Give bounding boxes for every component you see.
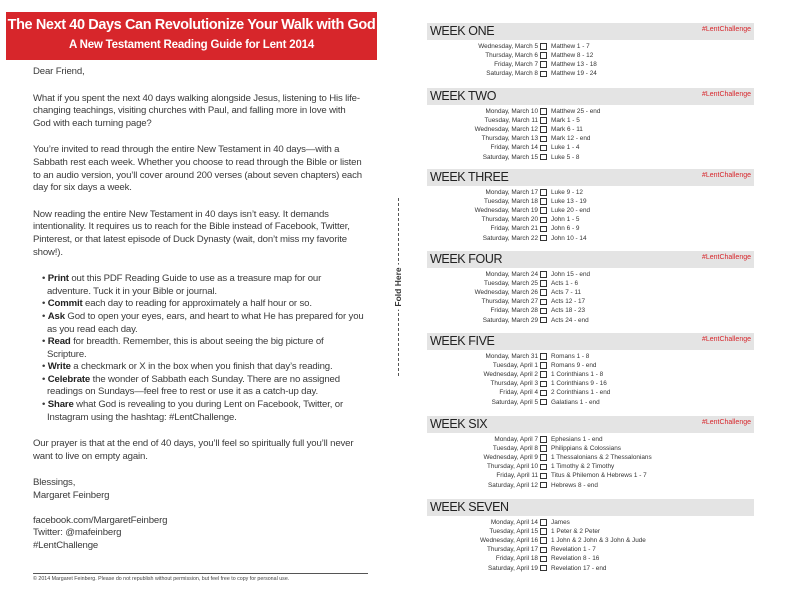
reading-row bbox=[427, 361, 754, 370]
hashtag-text: #LentChallenge bbox=[33, 539, 99, 551]
reading-date: Thursday, April 10 bbox=[486, 463, 538, 471]
reading-row bbox=[427, 215, 754, 224]
letter-paragraph: You’re invited to read through the entire New Testament in 40 days—with a Sabbath rest each week. Whether you choose to read through the Bible or listen to an audio version, you’ll cover around 200 verses (about seven chapters) each day for six days a week. bbox=[33, 144, 362, 194]
footer-divider bbox=[33, 573, 368, 574]
reading-passage: Philippians & Colossians bbox=[551, 445, 621, 453]
reading-row bbox=[427, 270, 754, 279]
reading-row bbox=[427, 388, 754, 397]
reading-checkbox[interactable] bbox=[540, 61, 547, 68]
reading-passage: 1 Thessalonians & 2 Thessalonians bbox=[551, 454, 652, 462]
reading-checkbox[interactable] bbox=[540, 362, 547, 369]
reading-date: Saturday, April 19 bbox=[488, 564, 538, 572]
week-block bbox=[427, 416, 754, 490]
instruction-verb: Share bbox=[47, 399, 74, 411]
reading-passage: Galatians 1 - end bbox=[551, 398, 600, 406]
reading-passage: 1 John & 2 John & 3 John & Jude bbox=[551, 537, 646, 545]
letter-paragraph: What if you spent the next 40 days walking alongside Jesus, listening to His life-changing teachings, visiting churches with Paul, and falling more in love with God with each turning page? bbox=[33, 92, 360, 129]
letter-body bbox=[33, 66, 365, 552]
reading-row bbox=[427, 107, 754, 116]
reading-date: Monday, March 24 bbox=[485, 271, 538, 279]
week-block bbox=[427, 251, 754, 325]
reading-passage: Acts 7 - 11 bbox=[551, 289, 582, 297]
week-hashtag: #LentChallenge bbox=[701, 172, 751, 179]
week-header bbox=[427, 499, 754, 516]
week-title: WEEK TWO bbox=[430, 89, 497, 103]
reading-passage: Mark 6 - 11 bbox=[551, 126, 583, 134]
reading-date: Wednesday, March 19 bbox=[474, 207, 538, 215]
reading-date: Saturday, April 5 bbox=[491, 398, 538, 406]
reading-passage: 1 Corinthians 9 - 16 bbox=[551, 380, 607, 388]
title-banner bbox=[6, 12, 377, 60]
letter-greeting: Dear Friend, bbox=[33, 66, 85, 77]
week-title: WEEK SEVEN bbox=[430, 500, 509, 514]
instruction-item: • Write a checkmark or X in the box when you finish that day’s reading. bbox=[42, 361, 333, 373]
instruction-text: for breadth. Remember, this is about seeing the big picture of Scripture. bbox=[47, 336, 324, 360]
reading-checkbox[interactable] bbox=[540, 565, 547, 572]
reading-checkbox[interactable] bbox=[540, 556, 547, 563]
instruction-verb: Ask bbox=[47, 310, 65, 322]
reading-checkbox[interactable] bbox=[540, 473, 547, 480]
reading-row bbox=[427, 554, 754, 563]
instruction-item: • Ask God to open your eyes, ears, and heart to what He has prepared for you as you read each day. bbox=[42, 310, 364, 335]
reading-passage: John 15 - end bbox=[551, 271, 591, 279]
day-list bbox=[427, 352, 754, 407]
reading-date: Thursday, March 20 bbox=[481, 216, 538, 224]
week-header bbox=[427, 88, 754, 105]
reading-checkbox[interactable] bbox=[540, 198, 547, 205]
reading-row bbox=[427, 545, 754, 554]
reading-date: Monday, March 31 bbox=[485, 353, 538, 361]
reading-date: Monday, March 10 bbox=[485, 108, 538, 116]
reading-passage: Ephesians 1 - end bbox=[551, 436, 603, 444]
reading-passage: Acts 24 - end bbox=[551, 316, 589, 324]
reading-date: Wednesday, April 2 bbox=[483, 371, 538, 379]
week-header bbox=[427, 251, 754, 268]
reading-checkbox[interactable] bbox=[540, 390, 547, 397]
reading-date: Thursday, March 6 bbox=[485, 52, 538, 60]
reading-checkbox[interactable] bbox=[540, 271, 547, 278]
reading-checkbox[interactable] bbox=[540, 436, 547, 443]
reading-row bbox=[427, 480, 754, 489]
day-list bbox=[427, 188, 754, 243]
reading-row bbox=[427, 306, 754, 315]
reading-row bbox=[427, 462, 754, 471]
reading-row bbox=[427, 315, 754, 324]
week-header bbox=[427, 416, 754, 433]
copyright-notice: © 2014 Margaret Feinberg. Please do not republish without permission, but feel free to copy for personal use. bbox=[33, 576, 290, 582]
instruction-item: • Print out this PDF Reading Guide to use as a treasure map for our adventure. Tuck it in your Bible or journal. bbox=[42, 273, 322, 297]
reading-passage: Titus & Philemon & Hebrews 1 - 7 bbox=[551, 472, 647, 480]
day-list bbox=[427, 42, 754, 78]
day-list bbox=[427, 270, 754, 325]
reading-checkbox[interactable] bbox=[540, 52, 547, 59]
page-title: The Next 40 Days Can Revolutionize Your Walk with God bbox=[7, 17, 376, 33]
instruction-text: God to open your eyes, ears, and heart to what He has prepared for you as you read each day. bbox=[47, 310, 364, 335]
week-hashtag: #LentChallenge bbox=[701, 26, 751, 33]
reading-checkbox[interactable] bbox=[540, 381, 547, 388]
reading-date: Friday, March 14 bbox=[490, 144, 538, 152]
reading-date: Saturday, March 8 bbox=[486, 70, 538, 78]
reading-checkbox[interactable] bbox=[540, 43, 547, 50]
instruction-verb: Read bbox=[47, 336, 71, 348]
reading-passage: 2 Corinthians 1 - end bbox=[551, 389, 611, 397]
week-title: WEEK FOUR bbox=[430, 252, 503, 266]
reading-date: Wednesday, April 16 bbox=[479, 537, 538, 545]
reading-passage: John 6 - 9 bbox=[551, 225, 580, 233]
reading-passage: Mark 12 - end bbox=[551, 135, 591, 143]
letter-prayer: Our prayer is that at the end of 40 days, you’ll feel so spiritually full you’ll never want to live on empty again. bbox=[33, 438, 354, 462]
instruction-verb: Commit bbox=[47, 298, 83, 310]
week-block bbox=[427, 499, 754, 573]
reading-passage: Matthew 13 - 18 bbox=[551, 61, 597, 69]
twitter-handle[interactable]: Twitter: @mafeinberg bbox=[33, 527, 122, 539]
instruction-verb: Write bbox=[47, 361, 71, 373]
reading-checkbox[interactable] bbox=[540, 371, 547, 378]
reading-row bbox=[427, 134, 754, 143]
reading-date: Saturday, April 12 bbox=[488, 481, 538, 489]
reading-date: Wednesday, March 26 bbox=[474, 289, 538, 297]
reading-checkbox[interactable] bbox=[540, 207, 547, 214]
reading-checkbox[interactable] bbox=[540, 126, 547, 133]
week-title: WEEK SIX bbox=[430, 417, 488, 431]
reading-passage: Romans 1 - 8 bbox=[551, 353, 590, 361]
reading-date: Friday, March 28 bbox=[490, 307, 538, 315]
reading-passage: Luke 9 - 12 bbox=[551, 189, 583, 197]
week-hashtag: #LentChallenge bbox=[701, 419, 751, 426]
reading-row bbox=[427, 397, 754, 406]
reading-row bbox=[427, 233, 754, 242]
reading-checkbox[interactable] bbox=[540, 235, 547, 242]
reading-date: Friday, April 4 bbox=[499, 389, 538, 397]
week-header bbox=[427, 169, 754, 186]
reading-row bbox=[427, 116, 754, 125]
letter-closing: Blessings, bbox=[33, 477, 76, 489]
reading-row bbox=[427, 370, 754, 379]
reading-date: Tuesday, March 18 bbox=[484, 198, 538, 206]
reading-row bbox=[427, 42, 754, 51]
reading-passage: Luke 13 - 19 bbox=[551, 198, 587, 206]
reading-checkbox[interactable] bbox=[540, 145, 547, 152]
instruction-text: what God is revealing to you during Lent on Facebook, Twitter, or Instagram using the hashtag: #LentChallenge. bbox=[47, 399, 344, 423]
reading-checkbox[interactable] bbox=[540, 154, 547, 161]
reading-row bbox=[427, 527, 754, 536]
reading-row bbox=[427, 288, 754, 297]
instruction-list bbox=[33, 273, 365, 424]
reading-checkbox[interactable] bbox=[540, 519, 547, 526]
reading-checkbox[interactable] bbox=[540, 289, 547, 296]
reading-passage: 1 Peter & 2 Peter bbox=[551, 528, 601, 536]
reading-date: Wednesday, March 12 bbox=[474, 126, 538, 134]
letter-signature: Margaret Feinberg bbox=[33, 490, 110, 502]
week-hashtag: #LentChallenge bbox=[701, 254, 751, 261]
instruction-text: out this PDF Reading Guide to use as a treasure map for our adventure. Tuck it in your Bible or journal. bbox=[47, 273, 322, 297]
reading-passage: Acts 1 - 6 bbox=[551, 280, 578, 288]
reading-passage: Romans 9 - end bbox=[551, 362, 597, 370]
reading-date: Wednesday, April 9 bbox=[483, 454, 538, 462]
fold-label: Fold Here bbox=[393, 264, 403, 309]
instruction-item: • Read for breadth. Remember, this is about seeing the big picture of Scripture. bbox=[42, 336, 324, 360]
reading-passage: Revelation 17 - end bbox=[551, 564, 607, 572]
day-list bbox=[427, 518, 754, 573]
reading-passage: Matthew 1 - 7 bbox=[551, 43, 590, 51]
reading-passage: James bbox=[551, 519, 570, 527]
reading-passage: Luke 1 - 4 bbox=[551, 144, 580, 152]
reading-passage: 1 Corinthians 1 - 8 bbox=[551, 371, 604, 379]
reading-date: Friday, April 11 bbox=[496, 472, 538, 480]
instruction-text: the wonder of Sabbath each Sunday. There are no assigned readings on Sundays—feel free to rest or use it as a catch-up day. bbox=[47, 373, 340, 398]
reading-checkbox[interactable] bbox=[540, 71, 547, 78]
week-block bbox=[427, 23, 754, 78]
reading-row bbox=[427, 435, 754, 444]
reading-date: Thursday, April 3 bbox=[490, 380, 538, 388]
reading-row bbox=[427, 471, 754, 480]
reading-row bbox=[427, 206, 754, 215]
reading-date: Tuesday, April 8 bbox=[492, 445, 538, 453]
reading-passage: Acts 12 - 17 bbox=[551, 298, 586, 306]
reading-date: Monday, April 14 bbox=[490, 519, 538, 527]
reading-checkbox[interactable] bbox=[540, 445, 547, 452]
reading-passage: John 10 - 14 bbox=[551, 234, 587, 242]
reading-row bbox=[427, 297, 754, 306]
reading-checkbox[interactable] bbox=[540, 108, 547, 115]
instruction-item: • Celebrate the wonder of Sabbath each Sunday. There are no assigned readings on Sundays—feel free to rest or use it as a catch-up day. bbox=[42, 373, 340, 398]
week-header bbox=[427, 333, 754, 350]
reading-checkbox[interactable] bbox=[540, 353, 547, 360]
reading-date: Saturday, March 29 bbox=[482, 316, 538, 324]
reading-row bbox=[427, 379, 754, 388]
reading-date: Thursday, March 27 bbox=[481, 298, 538, 306]
day-list bbox=[427, 435, 754, 490]
reading-passage: John 1 - 5 bbox=[551, 216, 580, 224]
reading-checkbox[interactable] bbox=[540, 537, 547, 544]
reading-row bbox=[427, 69, 754, 78]
reading-row bbox=[427, 143, 754, 152]
reading-passage: Matthew 25 - end bbox=[551, 108, 601, 116]
week-block bbox=[427, 169, 754, 243]
reading-passage: Matthew 19 - 24 bbox=[551, 70, 597, 78]
reading-checkbox[interactable] bbox=[540, 399, 547, 406]
reading-date: Tuesday, April 1 bbox=[492, 362, 538, 370]
instruction-verb: Print bbox=[47, 273, 69, 285]
reading-date: Wednesday, March 5 bbox=[478, 43, 538, 51]
reading-date: Tuesday, March 25 bbox=[484, 280, 538, 288]
week-hashtag: #LentChallenge bbox=[701, 91, 751, 98]
instruction-item: • Share what God is revealing to you during Lent on Facebook, Twitter, or Instagram using the hashtag: #LentChallenge. bbox=[42, 399, 344, 423]
reading-date: Friday, March 21 bbox=[490, 225, 538, 233]
letter-signoff bbox=[33, 477, 365, 552]
reading-date: Tuesday, March 11 bbox=[484, 117, 538, 125]
page-subtitle: A New Testament Reading Guide for Lent 2014 bbox=[68, 39, 315, 51]
instruction-text: a checkmark or X in the box when you finish that day’s reading. bbox=[70, 361, 333, 373]
week-title: WEEK THREE bbox=[430, 170, 509, 184]
week-block bbox=[427, 333, 754, 407]
week-block bbox=[427, 88, 754, 162]
instruction-item: • Commit each day to reading for approximately a half hour or so. bbox=[42, 298, 312, 310]
week-title: WEEK ONE bbox=[430, 24, 495, 38]
reading-passage: Luke 5 - 8 bbox=[551, 153, 580, 161]
reading-checkbox[interactable] bbox=[540, 299, 547, 306]
reading-row bbox=[427, 563, 754, 572]
reading-passage: Revelation 1 - 7 bbox=[551, 546, 596, 554]
reading-row bbox=[427, 453, 754, 462]
reading-row bbox=[427, 197, 754, 206]
facebook-link[interactable]: facebook.com/MargaretFeinberg bbox=[33, 514, 168, 526]
reading-checkbox[interactable] bbox=[540, 547, 547, 554]
reading-row bbox=[427, 444, 754, 453]
letter-paragraph: Now reading the entire New Testament in 40 days isn’t easy. It demands intentionality. It requires us to reach for the Bible instead of Facebook, Twitter, Pinterest, or that latest episode of Duck Dynasty (wait, don’t miss my favorite show!). bbox=[33, 208, 350, 258]
reading-checkbox[interactable] bbox=[540, 189, 547, 196]
reading-row bbox=[427, 518, 754, 527]
reading-row bbox=[427, 188, 754, 197]
reading-checkbox[interactable] bbox=[540, 217, 547, 224]
instruction-verb: Celebrate bbox=[47, 373, 91, 385]
reading-checkbox[interactable] bbox=[540, 136, 547, 143]
reading-passage: Mark 1 - 5 bbox=[551, 117, 580, 125]
reading-passage: 1 Timothy & 2 Timothy bbox=[551, 463, 615, 471]
reading-checkbox[interactable] bbox=[540, 482, 547, 489]
reading-row bbox=[427, 352, 754, 361]
reading-date: Thursday, March 13 bbox=[481, 135, 538, 143]
week-header bbox=[427, 23, 754, 40]
week-title: WEEK FIVE bbox=[430, 334, 495, 348]
reading-date: Thursday, April 17 bbox=[486, 546, 538, 554]
reading-checkbox[interactable] bbox=[540, 117, 547, 124]
reading-date: Saturday, March 22 bbox=[482, 234, 538, 242]
reading-passage: Revelation 8 - 16 bbox=[551, 555, 600, 563]
reading-row bbox=[427, 60, 754, 69]
reading-date: Saturday, March 15 bbox=[482, 153, 538, 161]
reading-checkbox[interactable] bbox=[540, 308, 547, 315]
instruction-text: each day to reading for approximately a half hour or so. bbox=[82, 298, 312, 310]
reading-checkbox[interactable] bbox=[540, 280, 547, 287]
reading-checkbox[interactable] bbox=[540, 317, 547, 324]
reading-passage: Acts 18 - 23 bbox=[551, 307, 586, 315]
reading-checkbox[interactable] bbox=[540, 464, 547, 471]
reading-passage: Luke 20 - end bbox=[551, 207, 591, 215]
reading-date: Friday, March 7 bbox=[494, 61, 538, 69]
day-list bbox=[427, 107, 754, 162]
reading-checkbox[interactable] bbox=[540, 528, 547, 535]
reading-date: Tuesday, April 15 bbox=[489, 528, 538, 536]
reading-checkbox[interactable] bbox=[540, 454, 547, 461]
reading-row bbox=[427, 224, 754, 233]
week-hashtag: #LentChallenge bbox=[701, 336, 751, 343]
reading-row bbox=[427, 125, 754, 134]
reading-row bbox=[427, 279, 754, 288]
reading-checkbox[interactable] bbox=[540, 226, 547, 233]
reading-date: Friday, April 18 bbox=[495, 555, 538, 563]
reading-passage: Matthew 8 - 12 bbox=[551, 52, 594, 60]
reading-row bbox=[427, 152, 754, 161]
reading-row bbox=[427, 51, 754, 60]
reading-date: Monday, March 17 bbox=[485, 189, 538, 197]
reading-date: Monday, April 7 bbox=[494, 436, 538, 444]
reading-passage: Hebrews 8 - end bbox=[551, 481, 598, 489]
reading-row bbox=[427, 536, 754, 545]
